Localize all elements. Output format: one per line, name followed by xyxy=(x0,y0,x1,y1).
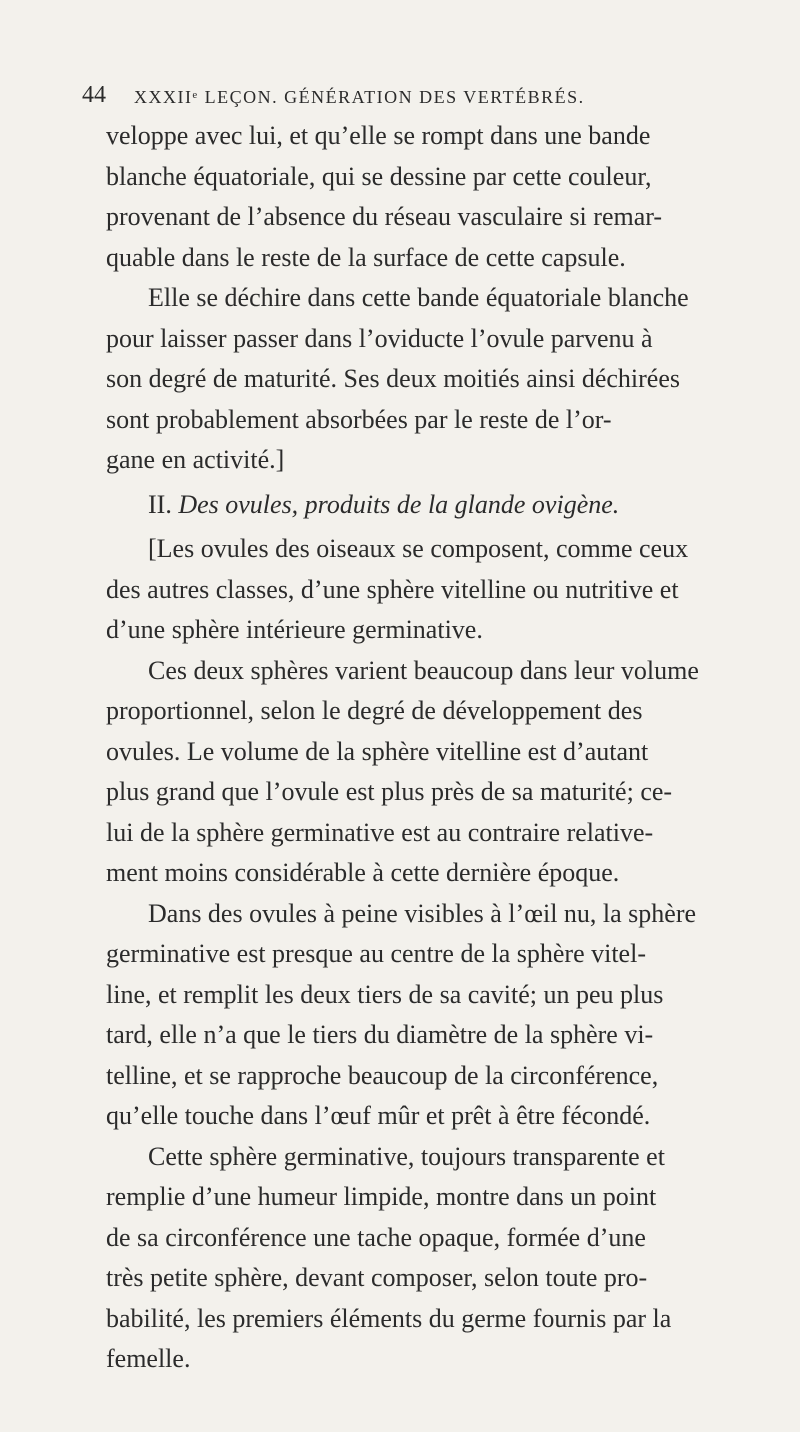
text-line: blanche équatoriale, qui se dessine par cette couleur, xyxy=(106,161,652,191)
text-line: telline, et se rapproche beaucoup de la circonférence, xyxy=(106,1060,659,1090)
text-line: proportionnel, selon le degré de développement des xyxy=(106,696,643,725)
paragraph xyxy=(106,651,746,894)
text-line: veloppe avec lui, et qu’elle se rompt dans une bande xyxy=(106,121,651,150)
text-line: pour laisser passer dans l’oviducte l’ovule parvenu à xyxy=(106,323,653,353)
text-line: ovules. Le volume de la sphère vitelline est d’autant xyxy=(106,736,649,766)
text-line: son degré de maturité. Ses deux moitiés ainsi déchirées xyxy=(106,364,681,393)
section-heading xyxy=(106,485,746,526)
text-line: sont probablement absorbées par le reste de l’or- xyxy=(106,404,612,434)
page-number: 44 xyxy=(82,82,106,108)
text-line: ment moins considérable à cette dernière époque. xyxy=(106,858,620,887)
paragraph xyxy=(106,894,746,1137)
text-line: qu’elle touche dans l’œuf mûr et prêt à être fécondé. xyxy=(106,1101,651,1130)
text-line: d’une sphère intérieure germinative. xyxy=(106,615,483,644)
running-head xyxy=(82,82,722,112)
text-line: des autres classes, d’une sphère vitelline ou nutritive et xyxy=(106,574,679,604)
text-line: provenant de l’absence du réseau vasculaire si remar- xyxy=(106,202,663,231)
text-line: lui de la sphère germinative est au contraire relative- xyxy=(106,817,654,847)
text-line: Elle se déchire dans cette bande équatoriale blanche xyxy=(148,283,689,312)
text-line: de sa circonférence une tache opaque, formée d’une xyxy=(106,1222,646,1252)
text-line: Ces deux sphères varient beaucoup dans leur volume xyxy=(148,655,699,685)
body-text xyxy=(106,116,746,1380)
paragraph xyxy=(106,529,746,651)
section-number: II. xyxy=(148,489,172,519)
text-line: tard, elle n’a que le tiers du diamètre de la sphère vi- xyxy=(106,1020,654,1049)
text-line: line, et remplit les deux tiers de sa cavité; un peu plus xyxy=(106,979,664,1009)
text-line: Cette sphère germinative, toujours transparente et xyxy=(148,1141,665,1171)
text-line: plus grand que l’ovule est plus près de sa maturité; ce- xyxy=(106,777,673,806)
text-line: germinative est presque au centre de la sphère vitel- xyxy=(106,939,646,968)
text-line: quable dans le reste de la surface de cette capsule. xyxy=(106,242,626,272)
paragraph xyxy=(106,116,746,278)
section-title: Des ovules, produits de la glande ovigène. xyxy=(178,489,620,519)
paragraph xyxy=(106,278,746,481)
text-line: très petite sphère, devant composer, selon toute pro- xyxy=(106,1263,648,1292)
text-line: remplie d’une humeur limpide, montre dans un point xyxy=(106,1182,657,1211)
running-title: XXXIIᵉ LEÇON. GÉNÉRATION DES VERTÉBRÉS. xyxy=(134,87,585,107)
text-line: gane en activité.] xyxy=(106,445,285,474)
text-line: femelle. xyxy=(106,1344,191,1373)
text-line: babilité, les premiers éléments du germe fournis par la xyxy=(106,1303,672,1333)
text-line: Dans des ovules à peine visibles à l’œil nu, la sphère xyxy=(148,898,697,928)
paragraph xyxy=(106,1137,746,1380)
text-line: [Les ovules des oiseaux se composent, comme ceux xyxy=(148,534,689,563)
